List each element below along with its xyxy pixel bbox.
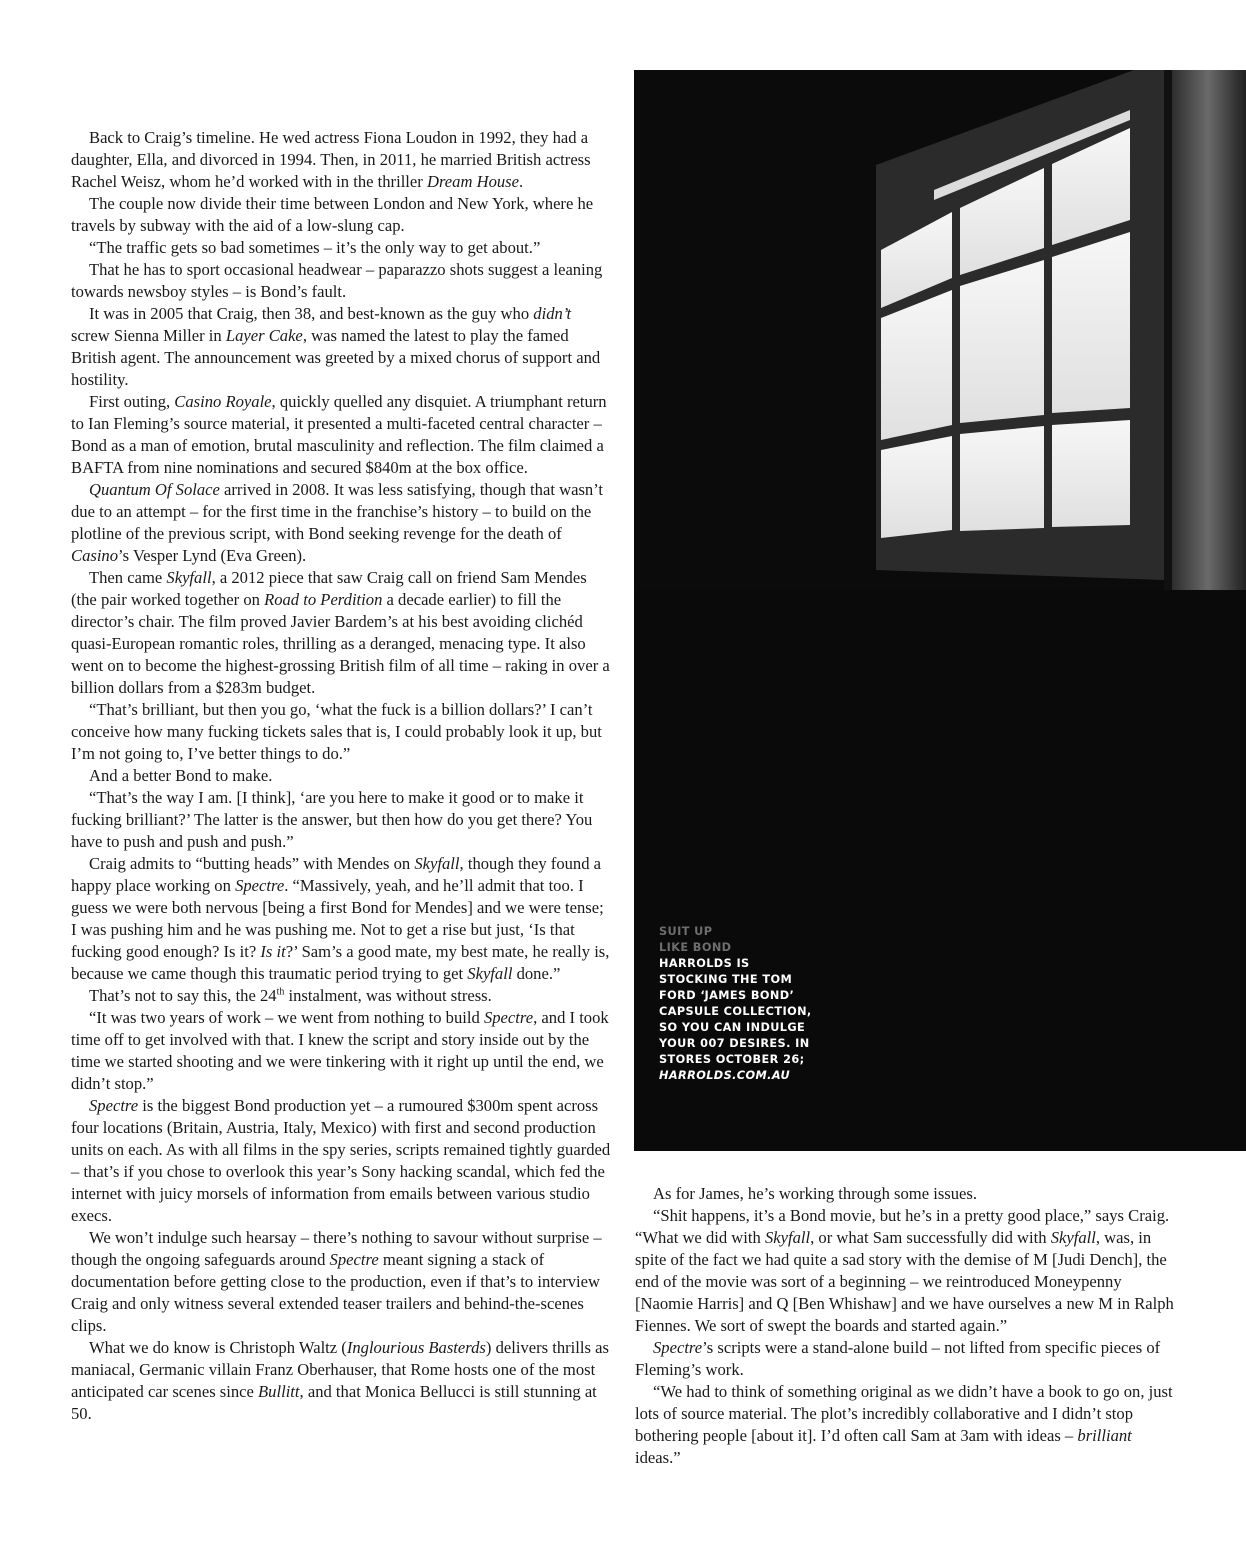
- paragraph: “That’s brilliant, but then you go, ‘what the fuck is a billion dollars?’ I can’t conceive how many fucking tickets sales that is, I could probably look it up, but I’m not going to, I’ve better things to do.”: [71, 700, 602, 763]
- paragraph: Craig admits to “butting heads” with Mendes on Skyfall, though they found a happy place working on Spectre. “Massively, yeah, and he’ll admit that too. I guess we were both nervous [being a first Bond for Mendes] and we were tense; I was pushing him and he was pushing me. Not to get a rise but just, ‘Is that fucking good enough? Is it? Is it?’ Sam’s a good mate, my best mate, he really is, because we came though this traumatic period trying to get Skyfall done.”: [71, 854, 610, 983]
- caption-url: HARROLDS.COM.AU: [659, 1069, 791, 1082]
- paragraph: First outing, Casino Royale, quickly quelled any disquiet. A triumphant return to Ian Fleming’s source material, it presented a multi-faceted central character – Bond as a man of emotion, brutal masculinity and reflection. The film claimed a BAFTA from nine nominations and secured $840m at the box office.: [71, 392, 607, 477]
- paragraph: That’s not to say this, the 24th instalment, was without stress.: [89, 986, 492, 1005]
- paragraph: “That’s the way I am. [I think], ‘are you here to make it good or to make it fucking brilliant?’ The latter is the answer, but then how do you get there? You have to push and push and push.”: [71, 788, 593, 851]
- paragraph: Back to Craig’s timeline. He wed actress Fiona Loudon in 1992, they had a daughter, Ella, and divorced in 1994. Then, in 2011, he married British actress Rachel Weisz, whom he’d worked with in the thriller Dream House.: [71, 128, 591, 191]
- paragraph: What we do know is Christoph Waltz (Inglourious Basterds) delivers thrills as maniacal, Germanic villain Franz Oberhauser, that Rome hosts one of the most anticipated car scenes since Bullitt, and that Monica Bellucci is still stunning at 50.: [71, 1338, 609, 1423]
- paragraph: Spectre’s scripts were a stand-alone build – not lifted from specific pieces of Fleming’s work.: [635, 1338, 1161, 1379]
- paragraph: We won’t indulge such hearsay – there’s nothing to savour without surprise – though the ongoing safeguards around Spectre meant signing a stack of documentation before getting close to the production, even if that’s to interview Craig and only witness several extended teaser trailers and behind-the-scenes clips.: [71, 1228, 602, 1335]
- paragraph: Then came Skyfall, a 2012 piece that saw Craig call on friend Sam Mendes (the pair worked together on Road to Perdition a decade earlier) to fill the director’s chair. The film proved Javier Bardem’s at his best avoiding clichéd quasi-European romantic roles, thrilling as a deranged, menacing type. It also went on to become the highest-grossing British film of all time – raking in over a billion dollars from a $283m budget.: [71, 568, 610, 697]
- caption-kicker: LIKE BOND: [659, 941, 732, 954]
- article-right-column: [635, 1183, 1175, 1469]
- caption-kicker: SUIT UP: [659, 925, 713, 938]
- article-left-column: [71, 127, 611, 1425]
- caption-body: HARROLDS IS STOCKING THE TOM FORD ‘JAMES BOND’ CAPSULE COLLECTION, SO YOU CAN INDULGE YOUR 007 DESIRES. IN STORES OCTOBER 26;: [659, 957, 812, 1066]
- paragraph: And a better Bond to make.: [89, 766, 273, 785]
- paragraph: “It was two years of work – we went from nothing to build Spectre, and I took time off to get involved with that. I knew the script and story inside out by the time we started shooting and we were tinkering with it right up until the end, we didn’t stop.”: [71, 1008, 609, 1093]
- paragraph: Quantum Of Solace arrived in 2008. It was less satisfying, though that wasn’t due to an attempt – for the first time in the franchise’s history – to build on the plotline of the previous script, with Bond seeking revenge for the death of Casino’s Vesper Lynd (Eva Green).: [71, 480, 604, 565]
- paragraph: “Shit happens, it’s a Bond movie, but he’s in a pretty good place,” says Craig. “What we did with Skyfall, or what Sam successfully did with Skyfall, was, in spite of the fact we had quite a sad story with the demise of M [Judi Dench], the end of the movie was sort of a beginning – we reintroduced Moneypenny [Naomie Harris] and Q [Ben Whishaw] and we have ourselves a new M in Ralph Fiennes. We sort of swept the boards and started again.”: [635, 1206, 1174, 1335]
- paragraph: As for James, he’s working through some issues.: [653, 1184, 978, 1203]
- photo-caption: [659, 924, 819, 1084]
- paragraph: That he has to sport occasional headwear – paparazzo shots suggest a leaning towards newsboy styles – is Bond’s fault.: [71, 260, 603, 301]
- paragraph: Spectre is the biggest Bond production yet – a rumoured $300m spent across four locations (Britain, Austria, Italy, Mexico) with first and second production units on each. As with all films in the spy series, scripts remained tightly guarded – that’s if you chose to overlook this year’s Sony hacking scandal, which fed the internet with juicy morsels of information from emails between various studio execs.: [71, 1096, 611, 1225]
- paragraph: The couple now divide their time between London and New York, where he travels by subway with the aid of a low-slung cap.: [71, 194, 594, 235]
- paragraph: It was in 2005 that Craig, then 38, and best-known as the guy who didn’t screw Sienna Miller in Layer Cake, was named the latest to play the famed British agent. The announcement was greeted by a mixed chorus of support and hostility.: [71, 304, 601, 389]
- paragraph: “The traffic gets so bad sometimes – it’s the only way to get about.”: [89, 238, 541, 257]
- paragraph: “We had to think of something original as we didn’t have a book to go on, just lots of source material. The plot’s incredibly collaborative and I didn’t stop bothering people [about it]. I’d often call Sam at 3am with ideas – brilliant ideas.”: [635, 1382, 1173, 1467]
